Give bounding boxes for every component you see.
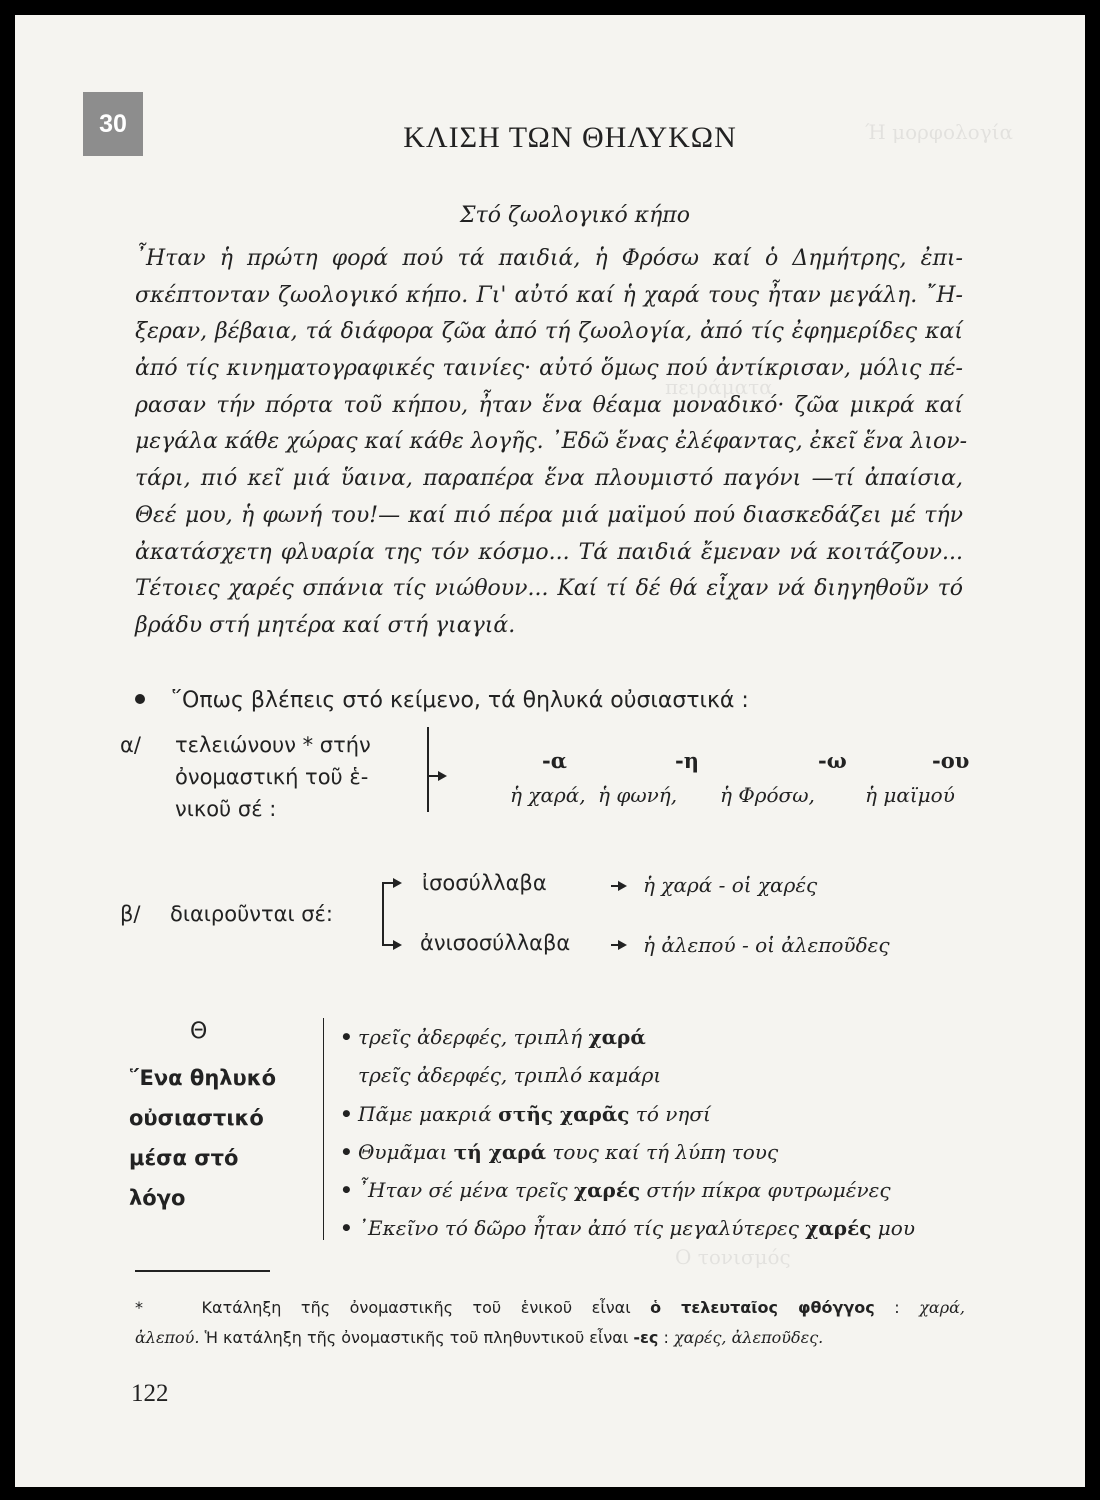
ending-example: ἡ χαρά, <box>510 783 586 807</box>
passage-line: Θεέ μου, ἡ φωνή του!— καί πιό πέρα μιά μαϊμού πού διασκεδάζει μέ τήν <box>135 502 963 528</box>
page-number: 122 <box>131 1380 169 1407</box>
ending-example: ἡ μαϊμού <box>865 783 955 807</box>
passage-line: Τέτοιες χαρές σπάνια τίς νιώθουν... Καί τί δέ θά εἶχαν νά διηγηθοῦν τό <box>135 576 963 602</box>
usage-divider <box>323 1018 324 1240</box>
reading-subtitle: Στό ζωολογικό κήπο <box>459 203 690 228</box>
section-a-bracket <box>427 727 429 812</box>
passage-line: μεγάλα κάθε χώρας καί κάθε λογῆς. ᾿Εδῶ ἕνας ἐλέφαντας, ἐκεῖ ἕνα λιον- <box>135 429 968 455</box>
arrow-right-icon <box>393 940 402 950</box>
branch-type: ἀνισοσύλλαβα <box>420 931 571 955</box>
branch-example: ἡ ἀλεπού - οἱ ἀλεποῦδες <box>643 933 890 957</box>
ending-w: -ω <box>818 748 847 773</box>
arrow-right-icon <box>618 940 627 950</box>
side-label-line: ῞Ενα θηλυκό <box>129 1066 277 1090</box>
ending-example: ἡ Φρόσω, <box>720 783 815 807</box>
section-b-bracket <box>382 883 384 945</box>
bullet-icon: • <box>340 1101 353 1126</box>
passage-line: ἀπό τίς κινηματογραφικές ταινίες· αὐτό ὅμως πού ἀντίκρισαν, μόλις πέ- <box>135 356 963 382</box>
reading-passage <box>135 241 968 645</box>
theta-symbol: Θ <box>190 1019 208 1044</box>
bleed-through-texture: Ο τονισμός <box>675 1245 791 1269</box>
section-b-marker: β/ <box>120 902 141 926</box>
arrow-right-icon <box>618 881 627 891</box>
passage-line: ξεραν, βέβαια, τά διάφορα ζῶα ἀπό τή ζωολογία, ἀπό τίς ἐφημερίδες καί <box>135 319 963 345</box>
section-a-marker: α/ <box>120 733 141 757</box>
usage-examples <box>340 1018 915 1248</box>
section-a-label-line: τελειώνουν * στήν <box>175 733 371 757</box>
passage-line: ἀκατάσχετη φλυαρία της τόν κόσμο... Τά παιδιά ἔμεναν νά κοιτάζουν... <box>135 539 963 565</box>
passage-line: τάρι, πιό κεῖ μιά ὕαινα, παραπέρα ἕνα πλουμιστό παγόνι —τί ἀπαίσια, <box>135 466 963 492</box>
intro-text: ῞Οπως βλέπεις στό κείμενο, τά θηλυκά οὐσιαστικά : <box>171 688 749 713</box>
section-a-label-line: νικοῦ σέ : <box>175 797 277 821</box>
bullet-icon: • <box>340 1216 353 1241</box>
section-b-label: διαιροῦνται σέ: <box>170 902 333 926</box>
bleed-through-texture: πειράματα <box>665 375 773 399</box>
footnote-line: ἀλεπού. Ἡ κατάληξη τῆς ὀνομαστικῆς τοῦ πληθυντικοῦ εἶναι -ες : χαρές, ἀλεποῦδες. <box>135 1328 824 1347</box>
usage-example: • Θυμᾶμαι τή χαρά τους καί τή λύπη τους <box>340 1133 915 1171</box>
footnote <box>135 1293 965 1353</box>
branch-type: ἰσοσύλλαβα <box>422 871 547 895</box>
branch-example: ἡ χαρά - οἱ χαρές <box>643 873 818 897</box>
passage-line: βράδυ στή μητέρα καί στή γιαγιά. <box>135 612 516 638</box>
side-label-line: λόγο <box>129 1186 186 1210</box>
bullet-icon: • <box>340 1025 353 1049</box>
bullet-icon: • <box>340 1178 353 1203</box>
usage-side-label <box>129 1058 276 1218</box>
usage-example: τρεῖς ἀδερφές, τριπλό καμάρι <box>358 1063 662 1088</box>
bleed-through-texture: Ή μορφολογία <box>865 120 1013 144</box>
chapter-number-badge: 30 <box>83 92 143 156</box>
ending-ou: -ου <box>932 748 970 773</box>
usage-example: • τρεῖς ἀδερφές, τριπλή χαρά <box>340 1018 915 1056</box>
bullet-icon <box>135 694 145 704</box>
ending-a: -α <box>542 748 567 773</box>
section-a-label-line: ὀνομαστική τοῦ ἑ- <box>175 765 369 789</box>
side-label-line: μέσα στό <box>129 1146 239 1170</box>
passage-line: ρασαν τήν πόρτα τοῦ κήπου, ἦταν ἕνα θέαμα μοναδικό· ζῶα μικρά καί <box>135 392 963 418</box>
passage-line: ῏Ηταν ἡ πρώτη φορά πού τά παιδιά, ἡ Φρόσω καί ὁ Δημήτρης, ἐπι- <box>135 246 963 271</box>
usage-example: • ῏Ηταν σέ μένα τρεῖς χαρές στήν πίκρα φυτρωμένες <box>340 1171 915 1209</box>
side-label-line: οὐσιαστικό <box>129 1106 264 1130</box>
arrow-right-icon <box>438 771 447 781</box>
usage-example: • ᾿Εκεῖνο τό δῶρο ἦταν ἀπό τίς μεγαλύτερες χαρές μου <box>340 1209 915 1247</box>
observation-intro <box>135 688 749 713</box>
footnote-rule <box>135 1270 270 1272</box>
usage-example: • Πᾶμε μακριά στῆς χαρᾶς τό νησί <box>340 1095 915 1133</box>
footnote-line: * Κατάληξη τῆς ὀνομαστικῆς τοῦ ἑνικοῦ εἶναι ὁ τελευταῖος φθόγγος : χαρά, <box>135 1298 965 1317</box>
passage-line: σκέπτονταν ζωολογικό κήπο. Γι' αὐτό καί ἡ χαρά τους ἦταν μεγάλη. ῎Η- <box>135 282 963 308</box>
ending-example: ἡ φωνή, <box>598 783 678 807</box>
ending-h: -η <box>675 748 699 773</box>
chapter-title: ΚΛΙΣΗ ΤΩΝ ΘΗΛΥΚΩΝ <box>403 121 737 154</box>
arrow-right-icon <box>393 878 402 888</box>
book-page <box>15 15 1085 1487</box>
bullet-icon: • <box>340 1139 353 1164</box>
